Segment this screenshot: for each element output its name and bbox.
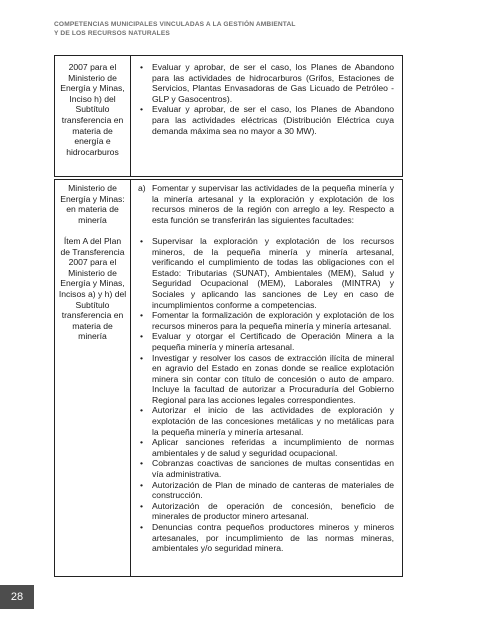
- item-a: [138, 183, 394, 225]
- left-cell-energy: 2007 para el Ministerio de Energía y Minas, Inciso h) del Subtítulo transferencia en materia de energía e hidrocarburos: [55, 56, 131, 176]
- bullet-item: • Evaluar y aprobar, de ser el caso, los Planes de Abandono para las actividades de hidrocarburos (Grifos, Estaciones de Servicios, Plantas Envasadoras de Gas Licuado de Petróleo - GLP y Gasocentros).: [138, 62, 394, 104]
- bullet-item: • Aplicar sanciones referidas a incumplimiento de normas ambientales y de salud y seguridad ocupacional.: [138, 437, 394, 458]
- right-cell-mining: [131, 180, 402, 576]
- table-energy: [54, 55, 403, 177]
- header-line-1: COMPETENCIAS MUNICIPALES VINCULADAS A LA GESTIÓN AMBIENTAL: [54, 21, 296, 28]
- bullet-item: • Evaluar y otorgar el Certificado de Operación Minera a la pequeña minería y minería artesanal.: [138, 331, 394, 352]
- right-cell-energy: [131, 56, 402, 176]
- running-header: [54, 20, 296, 38]
- bullet-item: • Investigar y resolver los casos de extracción ilícita de mineral en agravio del Estado en zonas donde se realice explotación minera sin contar con título de concesión o auto de amparo. Incluye la facultad de autorizar a Procuraduría del Gobierno Regional para las acciones legales correspondientes.: [138, 353, 394, 406]
- bullet-item: • Evaluar y aprobar, de ser el caso, los Planes de Abandono para las actividades eléctricas (Distribución Eléctrica cuya demanda máxima sea no mayor a 30 MW).: [138, 104, 394, 136]
- bullet-item: • Autorizar el inicio de las actividades de exploración y explotación de las concesiones metálicas y no metálicas para la pequeña minería y minería artesanal.: [138, 405, 394, 437]
- bullet-item: • Autorización de Plan de minado de canteras de materiales de construcción.: [138, 480, 394, 501]
- item-a-text: Fomentar y supervisar las actividades de la pequeña minería y la minería artesanal y la exploración y explotación de los recursos mineros de la región con arreglo a ley. Respecto a esta función se transferirán las siguientes facultades:: [152, 183, 394, 225]
- header-line-2: Y DE LOS RECURSOS NATURALES: [54, 30, 170, 37]
- bullet-item: • Denuncias contra pequeños productores mineros y mineros artesanales, por incumplimiento de las normas mineras, ambientales y/o seguridad minera.: [138, 522, 394, 554]
- bullet-item: • Cobranzas coactivas de sanciones de multas consentidas en vía administrativa.: [138, 458, 394, 479]
- left-cell-mining-reference: Ítem A del Plan de Transferencia 2007 para el Ministerio de Energía y Minas, Incisos a) y h) del Subtítulo transferencia en materia de minería: [58, 235, 127, 342]
- left-cell-mining-title: Ministerio de Energía y Minas: en materia de minería: [60, 183, 125, 225]
- bullet-item: • Supervisar la exploración y explotación de los recursos mineros, de la pequeña minería y minería artesanal, verificando el cumplimiento de todas las obligaciones con el Estado: Tributarias (SUNAT), Ambientales (MEM), Salud y Seguridad Ocupacional (MEM), Laborales (MINTRA) y Sociales y aplicando las sanciones de Ley en caso de incumplimientos conforme a competencias.: [138, 236, 394, 310]
- bullet-item: • Autorización de operación de concesión, beneficio de minerales de productor minero artesanal.: [138, 501, 394, 522]
- bullet-item: • Fomentar la formalización de exploración y explotación de los recursos mineros para la pequeña minería y minería artesanal.: [138, 310, 394, 331]
- table-mining: [54, 179, 403, 577]
- left-cell-mining: [55, 180, 131, 576]
- page-number: 28: [0, 585, 34, 609]
- item-a-marker: a): [138, 183, 146, 193]
